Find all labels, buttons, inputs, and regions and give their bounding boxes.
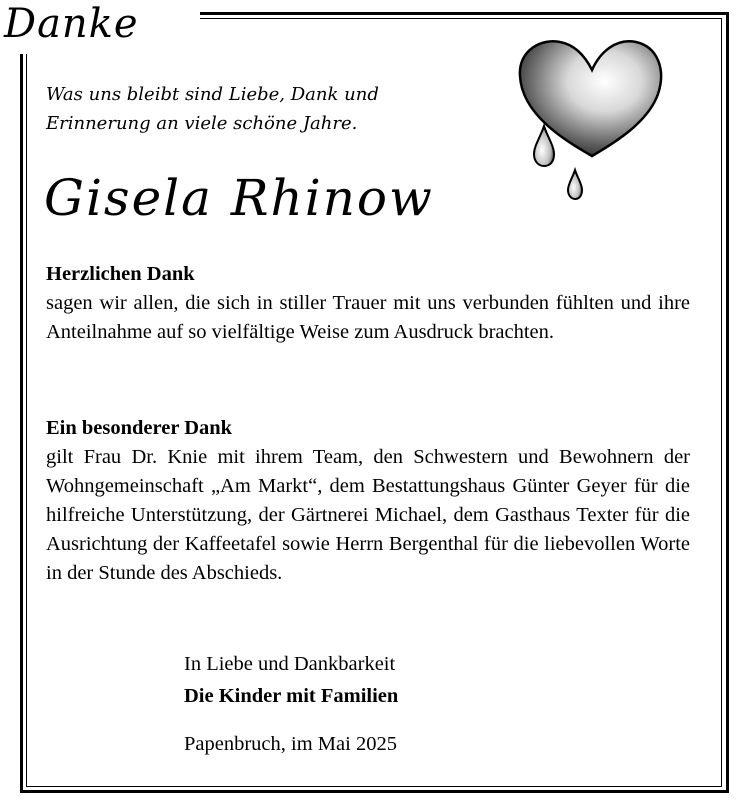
motto-line-2: Erinnerung an viele schöne Jahre. [46,113,358,134]
section-text: sagen wir allen, die sich in stiller Trauer mit uns verbunden fühlten und ihre Anteilnahme auf so vielfältige Weise zum Ausdruck brachten. [46,292,690,343]
section-title: Ein besonderer Dank [46,417,233,439]
section-herzlichen-dank [46,260,690,347]
section-text: gilt Frau Dr. Knie mit ihrem Team, den Schwestern und Bewohnern der Wohngemeinschaft „Am Markt“, dem Bestattungshaus Günter Geyer für die hilfreiche Unterstützung, der Gärtnerei Michael, dem Gasthaus Texter für die Ausrichtung der Kaffeetafel sowie Herrn Bergenthal für die liebevollen Worte in der Stunde des Abschieds. [46,446,690,584]
closing-line: In Liebe und Dankbarkeit [184,653,396,675]
deceased-name: Gisela Rhinow [44,169,434,227]
bleeding-heart-icon [508,34,668,214]
motto-line-1: Was uns bleibt sind Liebe, Dank und [46,84,379,105]
section-title: Herzlichen Dank [46,263,195,285]
place-date: Papenbruch, im Mai 2025 [184,733,397,755]
section-besonderer-dank [46,414,690,588]
motto [46,80,379,138]
heading-danke: Danke [4,1,139,47]
signature: Die Kinder mit Familien [184,685,399,707]
